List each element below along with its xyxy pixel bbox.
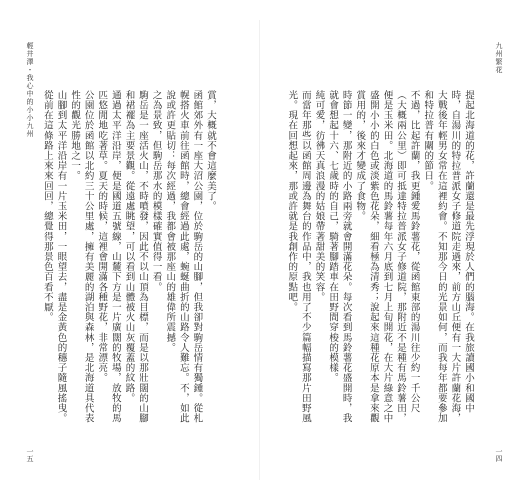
right-page-text [276,90,475,430]
paragraph: 賞，大概就不會這麼美了。 [205,90,216,212]
left-page-text [41,90,217,430]
paragraph: 純可愛，彷彿天真浪漫的姑娘帶著甜美的笑容。 [313,90,325,303]
paragraph: 山腳到太平洋沿岸有一片玉米田，一眼望去，盡是金黃色的穗子隨風搖曳。從前在這條路上來來回回，總覺得那景色百看不厭。 [41,90,67,424]
paragraph: 駒岳是一座活火山，不時噴發，因此不以山頂為目標，而是以那壯闊的山腳和裙襬為主要景觀。從遠處眺望，可以看到山體被火山灰覆蓋的紋路。 [123,90,149,424]
paragraph: 而當年那些以函館周邊為舞台的作品中，我也用了不少篇幅描寫那片田野風光。現在回想起來，那或許就是我創作的原點吧。 [286,90,311,424]
paragraph: 通過太平洋沿岸，便是國道五號線，山麓下方是一片廣闊的牧場，放牧的馬匹悠閒地吃著草。夏天的時候，這裡會開滿各種野花，非常漂亮。 [96,90,121,424]
paragraph: 公園位於函館以北約三十公里處，擁有美麗的湖泊與森林，是北海道具代表性的觀光勝地之一。 [69,90,94,424]
paragraph: 函館郊外有一座大沼公園，位於駒岳的山腳，但我卻對駒岳情有獨鍾。從札幌搭火車前往函館時，總會經過此處，蜿蜒曲折的山路令人難忘。不，如此說或許更貼切：每次經過，我都會被那座山的雄偉所震撼。 [164,90,203,424]
paragraph: 不過，比起許蘭，我更鍾愛馬鈴薯花，從函館東部的湯川往少約一千公尺（大概兩公里）即可抵達特拉普派女子修道院，那附近不是種有馬鈴薯田，便是玉米田。北海道的馬鈴薯每年六月底到七月上旬開花，在大片綠意之中盛開小小的白色或淡紫色花朵，細看極為清秀；說起來這種花原本是拿來觀賞用的，後來才變成了食物。 [354,90,420,424]
left-page-number: 一五 [26,448,34,462]
paragraph: 之為景致，但駒岳那水的模樣確實值得一看。 [150,90,162,292]
paragraph: 提起北海道的花，許蘭還是最先浮現於人們的腦海。在我旅讀國小和國中時，自湯川的特拉普派女子修道院走過來，前方山丘便有一大片許蘭花海，大戰後年輕男女常在這裡約會。不知那今日的光景如何，而我每年都要參加和特拉普有關的節日。 [422,90,474,424]
right-page-number: 一四 [495,448,503,462]
left-running-head: 輕井澤・我心中的小小九州 [26,42,34,138]
gutter-divider [259,20,260,480]
paragraph: 時節一變，那附近的小路兩旁就會開滿花朵。每次看到馬鈴薯花盛開時，我就會想起十六、七歲時的自己，騎著腳踏車在田野間穿梭的模樣。 [327,90,352,424]
right-running-head: 九州繁花 [495,42,503,74]
